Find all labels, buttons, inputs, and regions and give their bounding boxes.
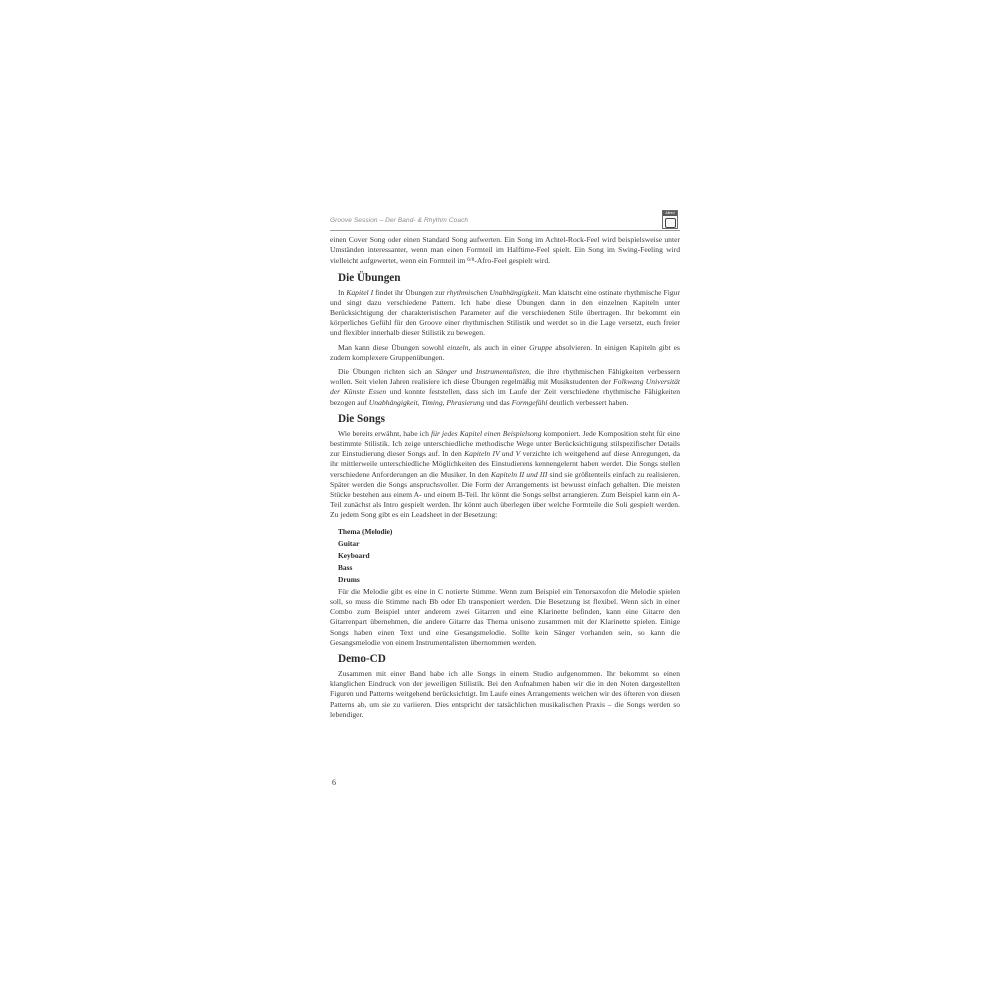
heading-demo-cd: Demo-CD <box>338 652 386 665</box>
book-page <box>330 208 680 793</box>
publisher-logo-icon <box>662 210 678 229</box>
instrument-list <box>338 526 680 587</box>
heading-songs: Die Songs <box>338 412 385 425</box>
page-number: 6 <box>332 778 336 787</box>
logo-text: Alfred <box>665 211 675 215</box>
list-item: Guitar <box>338 538 360 548</box>
list-item: Bass <box>338 563 353 573</box>
uebungen-paragraph-2: Man kann diese Übungen sowohl einzeln, als auch in einer Gruppe absolvieren. In einigen Kapiteln gibt es zudem komplexere Gruppenübungen. <box>330 342 680 362</box>
list-item: Keyboard <box>338 551 370 561</box>
songs-paragraph-1: Wie bereits erwähnt, habe ich für jedes Kapitel einen Beispielsong komponiert. Jede Komposition steht für eine bestimmte Stilistik. Ich zeige unterschiedliche methodische Wege unter Berücksichtigung stilspezifischer Details zur Einstudierung dieser Songs auf. In den Kapiteln IV und V verzichte ich weitgehend auf diese Anregungen, da ihr mittlerweile unterschiedliche Möglichkeiten des Einstudierens kennengelernt haben werdet. Die Songs stellen verschiedene Anforderungen an die Musiker. In den Kapiteln II und III sind sie größtenteils einfach zu realisieren. Später werden die Songs anspruchsvoller. Die Form der Arrangements ist bewusst einfach gehalten. Die meisten Stücke bestehen aus einem A- und einem B-Teil. Ihr könnt die Songs selbst arrangieren. Zum Beispiel kann ein A-Teil zunächst als Intro gespielt werden. Ihr könnt auch überlegen über welche Formteile die Soli gespielt werden. Zu jedem Song gibt es ein Leadsheet in der Besetzung: <box>330 428 681 520</box>
header-title: Groove Session – Der Band- & Rhythm Coach <box>330 217 469 224</box>
demo-cd-paragraph: Zusammen mit einer Band habe ich alle Songs in einem Studio aufgenommen. Ihr bekommt so einen klanglichen Eindruck von der jeweiligen Stilistik. Bei den Aufnahmen haben wir die in den Noten dargestellten Figuren und Patterns weitgehend berücksichtigt. Im Laufe eines Arrangements weichen wir des öfteren von diesen Patterns ab, um sie zu variieren. Dies entspricht der tatsächlichen musikalischen Praxis – die Songs werden so lebendiger. <box>330 668 680 719</box>
songs-paragraph-2: Für die Melodie gibt es eine in C notierte Stimme. Wenn zum Beispiel ein Tenorsaxofon die Melodie spielen soll, so muss die Stimme nach Bb oder Eb transponiert werden. Die Besetzung ist flexibel. Wenn sich in einer Combo zum Beispiel unter anderem zwei Gitarren und eine Klarinette befinden, kann eine Gitarre den Gitarrenpart übernehmen, die andere Gitarre das Thema unisono zusammen mit der Klarinette spielen. Einige Songs haben einen Text und eine Gesangsmelodie. Sollte kein Sänger vorhanden sein, so kann die Gesangsmelodie von einem Instrumentalisten übernommen werden. <box>330 586 680 647</box>
heading-uebungen: Die Übungen <box>338 271 401 284</box>
meter-symbol: 6/8 <box>467 257 475 264</box>
list-item: Thema (Melodie) <box>338 526 393 536</box>
body-text <box>330 235 680 724</box>
list-item: Drums <box>338 575 360 585</box>
intro-paragraph: einen Cover Song oder einen Standard Song aufwerten. Ein Song im Achtel-Rock-Feel wird beispielsweise unter Umständen interessanter, wenn man einen Formteil im Halftime-Feel spielt. Ein Song im Swing-Feeling wird vielleicht aufgewertet, wenn ein Formteil im $^{6/8}$-Afro-Feel gespielt wird. <box>330 235 680 266</box>
uebungen-paragraph-3: Die Übungen richten sich an Sänger und Instrumentalisten, die ihre rhythmischen Fähigkeiten verbessern wollen. Seit vielen Jahren realisiere ich diese Übungen regelmäßig mit Musikstudenten der Folkwang Universität der Künste Essen und konnte feststellen, dass sich im Laufe der Zeit verschiedene rhythmische Fähigkeiten bezogen auf Unabhängigkeit, Timing, Phrasierung und das Formgefühl deutlich verbessert haben. <box>330 367 680 407</box>
running-header <box>330 208 680 231</box>
uebungen-paragraph-1: In Kapitel I findet ihr Übungen zur rhythmischen Unabhängigkeit. Man klatscht eine ostinate rhythmische Figur und singt dazu verschiedene Pattern. Ich habe diese Übungen dann in den einzelnen Kapiteln unter Berücksichtigung der charakteristischen Parameter auf die verschiedenen Stile übertragen. Ihr bekommt ein körperliches Gefühl für den Groove einer rhythmischen Stilistik und werdet so in die Lage versetzt, euch freier und flexibler innerhalb dieser Stilistik zu bewegen. <box>330 287 680 338</box>
